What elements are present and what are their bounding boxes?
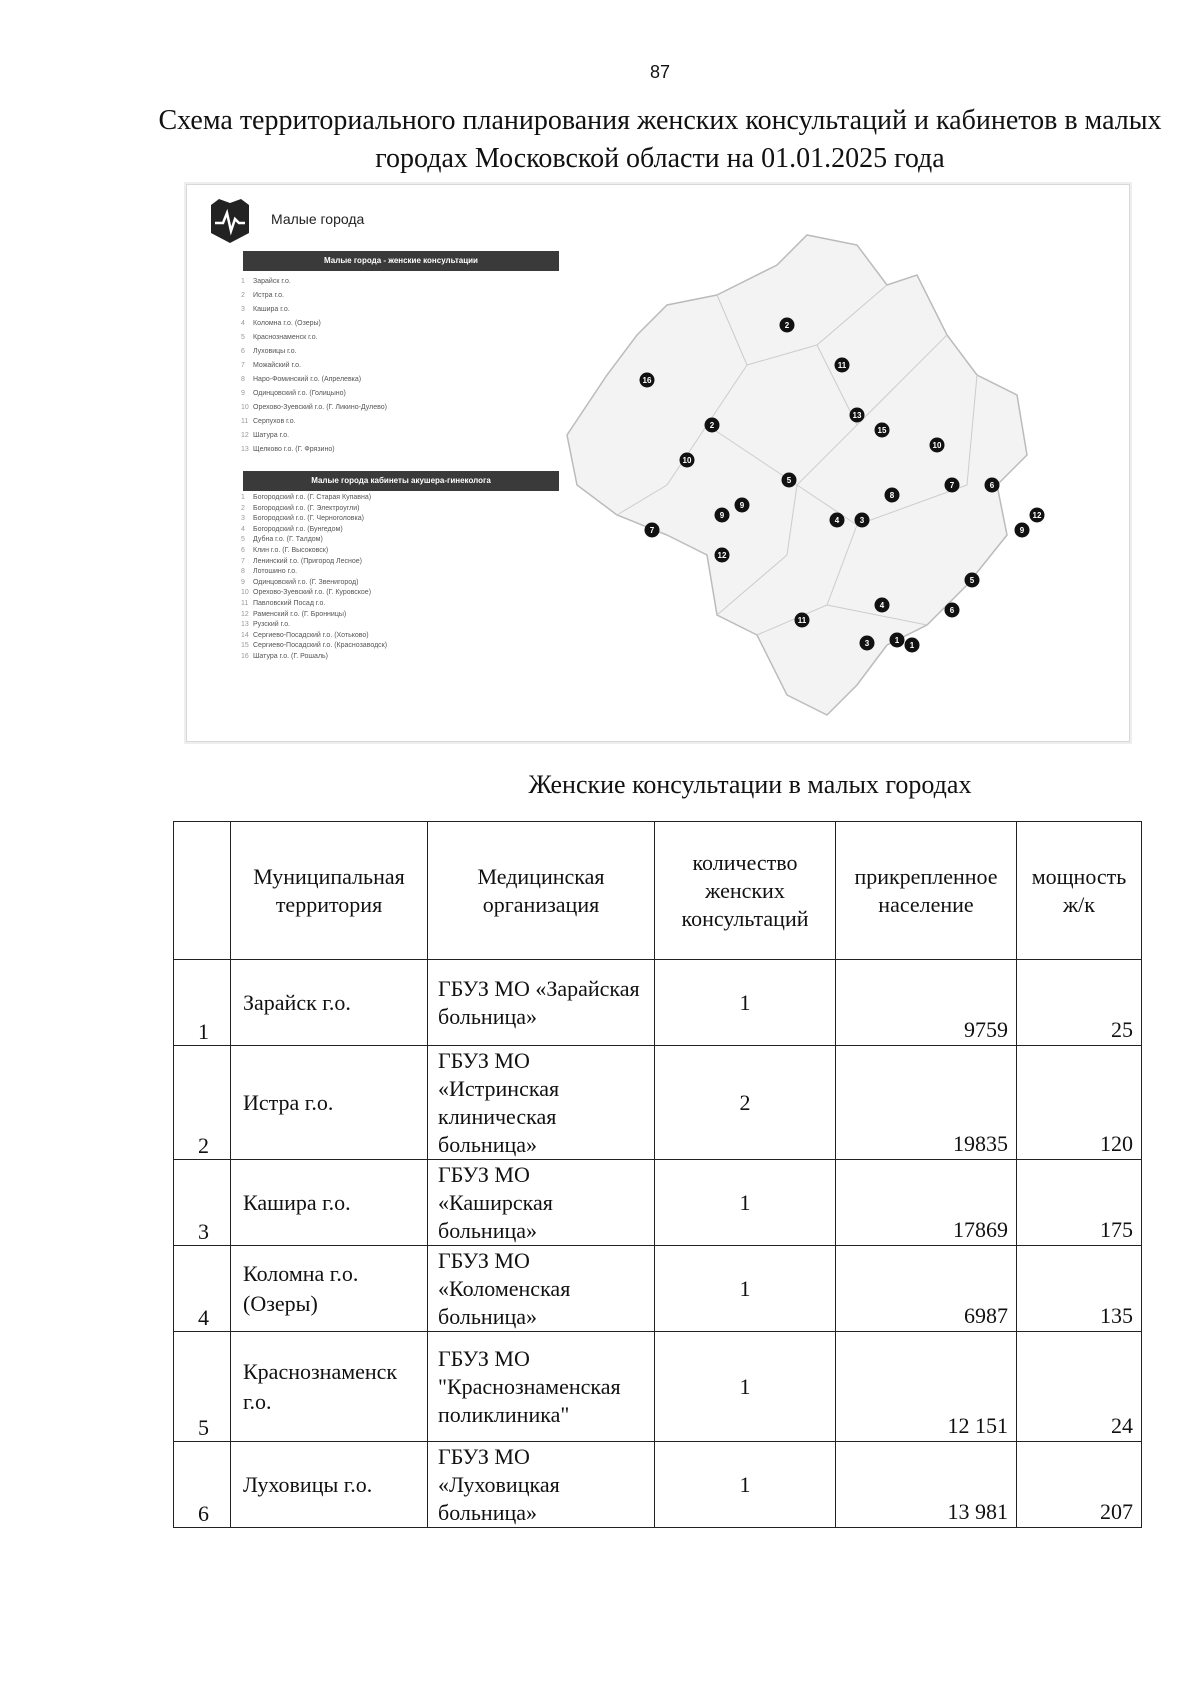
list-item-number: 7 (241, 557, 245, 565)
cell-number: 6 (174, 1442, 231, 1528)
list-item-number: 8 (241, 568, 245, 576)
cell-population: 17869 (836, 1160, 1017, 1246)
cell-organization: ГБУЗ МО "Краснознаменская поликлиника" (428, 1332, 655, 1442)
cell-population: 6987 (836, 1246, 1017, 1332)
table-row (174, 960, 1142, 1046)
list-item-text: Кашира г.о. (253, 306, 290, 313)
list-item (241, 429, 387, 443)
list-item (241, 641, 387, 652)
list-item-text: Сергиево-Посадский г.о. (Краснозаводск) (253, 642, 388, 650)
list-item-number: 14 (241, 631, 249, 639)
map-marker-label: 11 (797, 616, 807, 625)
list-item-text: Раменский г.о. (Г. Бронницы) (253, 610, 347, 618)
cell-population: 19835 (836, 1046, 1017, 1160)
table-row (174, 1442, 1142, 1528)
list-item (241, 610, 387, 621)
cell-territory: Зарайск г.о. (231, 960, 428, 1046)
list-item-number: 12 (241, 432, 249, 439)
list-item (241, 303, 387, 317)
cell-territory: Истра г.о. (231, 1046, 428, 1160)
map-marker-label: 5 (786, 476, 792, 485)
list-item (241, 504, 387, 515)
cell-capacity: 207 (1017, 1442, 1142, 1528)
moscow-region-logo-icon (209, 197, 251, 245)
list-item-number: 4 (241, 320, 245, 327)
list-item-number: 6 (241, 546, 245, 554)
cell-organization: ГБУЗ МО «Каширская больница» (428, 1160, 655, 1246)
header-capacity: мощность ж/к (1017, 822, 1142, 960)
list-item (241, 345, 387, 359)
list-item-number: 9 (241, 390, 245, 397)
map-marker-label: 12 (717, 551, 727, 560)
list-item-number: 4 (241, 525, 245, 533)
list-item (241, 546, 387, 557)
cell-number: 3 (174, 1160, 231, 1246)
list-item (241, 588, 387, 599)
list-item (241, 415, 387, 429)
map-marker-label: 6 (949, 606, 955, 615)
map-marker-label: 9 (739, 501, 745, 510)
page-title: Схема территориального планирования женских консультаций и кабинетов в малых городах Московской области на 01.01.2025 года (158, 105, 1162, 174)
list-item (241, 620, 387, 631)
cell-territory: Коломна г.о. (Озеры) (231, 1246, 428, 1332)
list-item (241, 535, 387, 546)
list-item-number: 1 (241, 278, 245, 285)
map-marker-label: 8 (889, 491, 895, 500)
list-item (241, 652, 387, 663)
list-item-number: 5 (241, 334, 245, 341)
map-marker-label: 4 (834, 516, 840, 525)
cell-territory: Краснознаменск г.о. (231, 1332, 428, 1442)
list-item-number: 2 (241, 504, 245, 512)
list-item-text: Луховицы г.о. (253, 348, 297, 355)
cell-organization: ГБУЗ МО «Зарайская больница» (428, 960, 655, 1046)
map-marker-label: 4 (879, 601, 885, 610)
list-item-number: 11 (241, 599, 249, 607)
list-item-number: 3 (241, 515, 245, 523)
header-population: прикрепленное население (836, 822, 1017, 960)
header-number (174, 822, 231, 960)
list-item (241, 359, 387, 373)
map-marker-label: 16 (642, 376, 652, 385)
list-item-number: 12 (241, 610, 249, 618)
list-item-number: 10 (241, 589, 249, 597)
list-item (241, 443, 387, 457)
list-item-number: 15 (241, 642, 249, 650)
list-item (241, 275, 387, 289)
list-item-number: 5 (241, 536, 245, 544)
cell-count: 1 (655, 960, 836, 1046)
list-item-number: 2 (241, 292, 245, 299)
list-item-number: 9 (241, 578, 245, 586)
map-marker-label: 12 (1032, 511, 1042, 520)
list-item (241, 525, 387, 536)
map-marker-label: 3 (859, 516, 865, 525)
list-item (241, 373, 387, 387)
table-row (174, 1246, 1142, 1332)
cell-capacity: 135 (1017, 1246, 1142, 1332)
cell-capacity: 175 (1017, 1160, 1142, 1246)
list-item-text: Ленинский г.о. (Пригород Лесное) (253, 557, 362, 565)
map-marker-label: 6 (989, 481, 995, 490)
list-item-text: Коломна г.о. (Озеры) (253, 320, 321, 327)
cell-population: 12 151 (836, 1332, 1017, 1442)
cell-capacity: 120 (1017, 1046, 1142, 1160)
cell-organization: ГБУЗ МО «Коломенская больница» (428, 1246, 655, 1332)
list-item (241, 578, 387, 589)
cell-organization: ГБУЗ МО «Луховицкая больница» (428, 1442, 655, 1528)
list-item (241, 557, 387, 568)
map-marker-label: 11 (837, 361, 847, 370)
list-item-text: Павловский Посад г.о. (253, 599, 326, 607)
table-row (174, 1046, 1142, 1160)
list-item (241, 317, 387, 331)
header-territory: Муниципальная территория (231, 822, 428, 960)
map-marker-label: 5 (969, 576, 975, 585)
list-item-number: 16 (241, 652, 249, 660)
list-item (241, 599, 387, 610)
list-item-text: Можайский г.о. (253, 362, 302, 369)
map-marker-label: 13 (852, 411, 862, 420)
consultations-table (173, 821, 1142, 1528)
map-marker-label: 9 (1019, 526, 1025, 535)
list-item-text: Клин г.о. (Г. Высоковск) (253, 546, 329, 554)
region-map (557, 225, 1117, 725)
table-title: Женские консультации в малых городах (528, 770, 972, 799)
list-item (241, 401, 387, 415)
cell-capacity: 24 (1017, 1332, 1142, 1442)
list-item-text: Щелково г.о. (Г. Фрязино) (253, 446, 335, 453)
list-item-number: 10 (241, 404, 249, 411)
header-organization: Медицинская организация (428, 822, 655, 960)
cell-number: 2 (174, 1046, 231, 1160)
list-item-text: Наро-Фоминский г.о. (Апрелевка) (253, 376, 362, 383)
map-marker-label: 2 (709, 421, 715, 430)
map-marker-label: 10 (682, 456, 692, 465)
list-item (241, 493, 387, 504)
list-item-number: 6 (241, 348, 245, 355)
list-item-number: 3 (241, 306, 245, 313)
map-marker-label: 15 (877, 426, 887, 435)
table-header-row (174, 822, 1142, 960)
cell-number: 4 (174, 1246, 231, 1332)
list-item-number: 1 (241, 494, 245, 501)
list-item (241, 331, 387, 345)
map-frame (186, 184, 1130, 742)
list-item-text: Шатура г.о. (253, 432, 290, 439)
cell-organization: ГБУЗ МО «Истринская клиническая больница» (428, 1046, 655, 1160)
list-item-number: 13 (241, 621, 249, 629)
map-marker-label: 7 (949, 481, 955, 490)
list2-header: Малые города кабинеты акушера-гинеколога (243, 471, 559, 491)
list-item-text: Рузский г.о. (253, 621, 291, 629)
list-item-number: 7 (241, 362, 245, 369)
map-marker-label: 9 (719, 511, 725, 520)
list-item-text: Богородский г.о. (Г. Электроугли) (253, 504, 360, 512)
table-row (174, 1160, 1142, 1246)
list-item-text: Сергиево-Посадский г.о. (Хотьково) (253, 631, 369, 639)
list-item-text: Краснознаменск г.о. (253, 334, 318, 341)
map-heading: Малые города (271, 211, 365, 227)
list-item-text: Орехово-Зуевский г.о. (Г. Куровское) (253, 589, 372, 597)
cell-territory: Кашира г.о. (231, 1160, 428, 1246)
list-item-number: 11 (241, 418, 249, 425)
list-item-text: Богородский г.о. (Г. Черноголовка) (253, 515, 364, 523)
cell-count: 1 (655, 1442, 836, 1528)
cell-count: 1 (655, 1160, 836, 1246)
cell-population: 9759 (836, 960, 1017, 1046)
cell-count: 2 (655, 1046, 836, 1160)
list-item-text: Лотошино г.о. (253, 568, 298, 576)
map-marker-label: 3 (864, 639, 870, 648)
list-item-text: Шатура г.о. (Г. Рошаль) (253, 652, 329, 660)
cell-number: 1 (174, 960, 231, 1046)
map-marker-label: 1 (894, 636, 900, 645)
list2 (241, 493, 387, 663)
list-item (241, 514, 387, 525)
list1 (241, 275, 387, 457)
list-item-text: Богородский г.о. (Бунгедом) (253, 525, 343, 533)
map-marker-label: 7 (649, 526, 655, 535)
list1-header: Малые города - женские консультации (243, 251, 559, 271)
list-item (241, 387, 387, 401)
list-item-text: Орехово-Зуевский г.о. (Г. Ликино-Дулево) (253, 404, 387, 411)
list-item-number: 13 (241, 446, 249, 453)
list-item-text: Серпухов г.о. (253, 418, 296, 425)
cell-population: 13 981 (836, 1442, 1017, 1528)
cell-number: 5 (174, 1332, 231, 1442)
list-item (241, 567, 387, 578)
list-item-text: Одинцовский г.о. (Г. Звенигород) (253, 578, 359, 586)
list-item-text: Истра г.о. (253, 292, 284, 299)
list-item-text: Дубна г.о. (Г. Талдом) (253, 536, 323, 544)
cell-capacity: 25 (1017, 960, 1142, 1046)
table-row (174, 1332, 1142, 1442)
list-item (241, 289, 387, 303)
list-item-text: Зарайск г.о. (253, 278, 291, 285)
cell-territory: Луховицы г.о. (231, 1442, 428, 1528)
list-item-text: Одинцовский г.о. (Голицыно) (253, 390, 346, 397)
cell-count: 1 (655, 1246, 836, 1332)
header-count: количество женских консультаций (655, 822, 836, 960)
list-item-text: Богородский г.о. (Г. Старая Купавна) (253, 494, 372, 501)
map-marker-label: 10 (932, 441, 942, 450)
map-marker-label: 1 (909, 641, 915, 650)
cell-count: 1 (655, 1332, 836, 1442)
page-number: 87 (649, 62, 671, 82)
map-marker-label: 2 (784, 321, 790, 330)
list-item (241, 631, 387, 642)
list-item-number: 8 (241, 376, 245, 383)
